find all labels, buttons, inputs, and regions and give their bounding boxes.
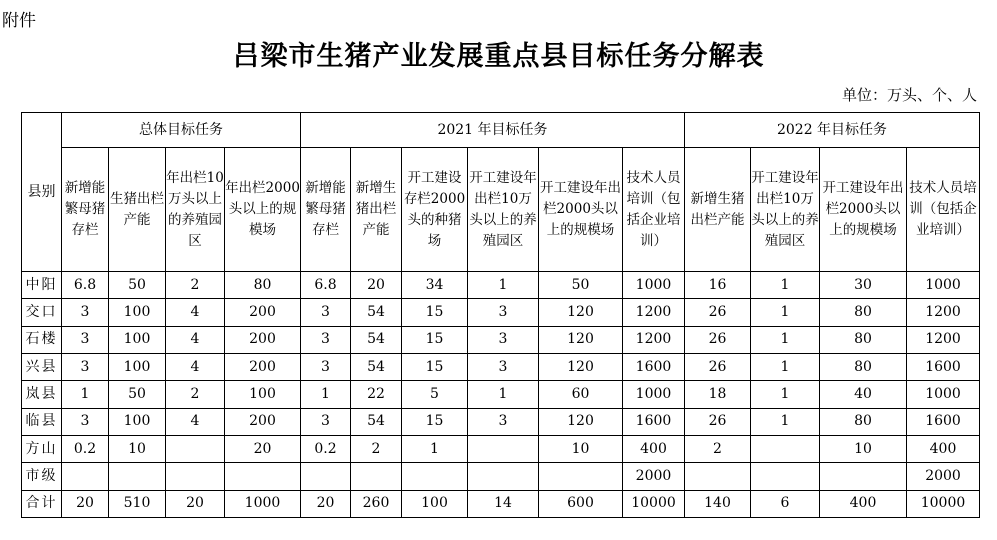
value-cell — [468, 463, 539, 490]
value-cell: 15 — [402, 408, 468, 435]
value-cell: 3 — [301, 299, 351, 326]
value-cell: 54 — [351, 408, 402, 435]
value-cell: 10 — [539, 435, 623, 462]
column-header: 技术人员培训（包括企业培训） — [623, 148, 685, 272]
value-cell: 200 — [225, 408, 301, 435]
value-cell: 1600 — [623, 408, 685, 435]
value-cell: 14 — [468, 490, 539, 517]
value-cell: 1 — [751, 408, 820, 435]
value-cell: 100 — [109, 353, 166, 380]
value-cell: 10000 — [623, 490, 685, 517]
value-cell: 80 — [820, 299, 907, 326]
column-header-row — [22, 148, 980, 272]
value-cell: 1 — [468, 272, 539, 299]
value-cell — [539, 463, 623, 490]
value-cell: 80 — [820, 408, 907, 435]
value-cell: 1200 — [623, 299, 685, 326]
value-cell: 1600 — [623, 353, 685, 380]
value-cell: 3 — [468, 353, 539, 380]
value-cell: 2 — [685, 435, 751, 462]
value-cell: 26 — [685, 408, 751, 435]
table-row — [22, 299, 980, 326]
value-cell: 1000 — [623, 381, 685, 408]
column-header: 生猪出栏产能 — [109, 148, 166, 272]
value-cell: 54 — [351, 326, 402, 353]
value-cell: 4 — [166, 353, 225, 380]
column-header: 新增能繁母猪存栏 — [301, 148, 351, 272]
value-cell: 34 — [402, 272, 468, 299]
value-cell — [751, 463, 820, 490]
table-row — [22, 353, 980, 380]
value-cell: 20 — [62, 490, 109, 517]
value-cell: 600 — [539, 490, 623, 517]
value-cell — [109, 463, 166, 490]
value-cell — [351, 463, 402, 490]
value-cell: 120 — [539, 326, 623, 353]
value-cell: 2 — [166, 381, 225, 408]
value-cell: 5 — [402, 381, 468, 408]
table-row — [22, 408, 980, 435]
value-cell: 3 — [62, 299, 109, 326]
group-header-2021: 2021 年目标任务 — [301, 113, 685, 148]
value-cell: 100 — [402, 490, 468, 517]
value-cell: 3 — [468, 299, 539, 326]
value-cell: 1 — [402, 435, 468, 462]
value-cell: 20 — [351, 272, 402, 299]
table-row — [22, 435, 980, 462]
value-cell: 60 — [539, 381, 623, 408]
value-cell: 54 — [351, 299, 402, 326]
value-cell: 100 — [109, 326, 166, 353]
value-cell: 260 — [351, 490, 402, 517]
value-cell: 1000 — [907, 381, 980, 408]
column-header: 开工建设年出栏2000头以上的规模场 — [539, 148, 623, 272]
value-cell: 1 — [751, 353, 820, 380]
value-cell: 3 — [301, 408, 351, 435]
value-cell — [301, 463, 351, 490]
value-cell: 40 — [820, 381, 907, 408]
value-cell — [751, 435, 820, 462]
county-cell: 交口 — [22, 299, 62, 326]
value-cell: 15 — [402, 299, 468, 326]
value-cell: 16 — [685, 272, 751, 299]
value-cell: 140 — [685, 490, 751, 517]
value-cell: 400 — [907, 435, 980, 462]
value-cell: 1 — [751, 381, 820, 408]
value-cell: 1 — [468, 381, 539, 408]
value-cell: 1 — [301, 381, 351, 408]
value-cell: 3 — [301, 326, 351, 353]
value-cell: 1200 — [907, 326, 980, 353]
value-cell: 2 — [351, 435, 402, 462]
value-cell: 22 — [351, 381, 402, 408]
county-cell: 岚县 — [22, 381, 62, 408]
value-cell: 100 — [109, 408, 166, 435]
value-cell: 2000 — [907, 463, 980, 490]
value-cell: 30 — [820, 272, 907, 299]
value-cell: 200 — [225, 326, 301, 353]
value-cell: 3 — [468, 326, 539, 353]
value-cell: 0.2 — [62, 435, 109, 462]
value-cell: 26 — [685, 299, 751, 326]
county-cell: 合计 — [22, 490, 62, 517]
table-row — [22, 463, 980, 490]
column-header: 开工建设存栏2000头的种猪场 — [402, 148, 468, 272]
value-cell: 2 — [166, 272, 225, 299]
value-cell: 1600 — [907, 408, 980, 435]
value-cell: 50 — [109, 272, 166, 299]
value-cell: 26 — [685, 353, 751, 380]
value-cell: 1000 — [623, 272, 685, 299]
value-cell: 50 — [539, 272, 623, 299]
value-cell — [225, 463, 301, 490]
value-cell: 0.2 — [301, 435, 351, 462]
value-cell: 3 — [468, 408, 539, 435]
value-cell: 120 — [539, 408, 623, 435]
group-header-overall: 总体目标任务 — [62, 113, 301, 148]
value-cell — [402, 463, 468, 490]
table-row — [22, 272, 980, 299]
value-cell: 80 — [225, 272, 301, 299]
value-cell: 100 — [225, 381, 301, 408]
value-cell: 1 — [751, 299, 820, 326]
value-cell: 200 — [225, 353, 301, 380]
table-body — [22, 272, 980, 518]
attachment-label: 附件 — [2, 11, 36, 31]
value-cell: 10000 — [907, 490, 980, 517]
value-cell: 15 — [402, 353, 468, 380]
value-cell — [62, 463, 109, 490]
value-cell: 400 — [623, 435, 685, 462]
county-header: 县别 — [22, 113, 62, 272]
column-header: 开工建设年出栏10万头以上的养殖园区 — [751, 148, 820, 272]
column-header: 新增生猪出栏产能 — [685, 148, 751, 272]
column-header: 开工建设年出栏10万头以上的养殖园区 — [468, 148, 539, 272]
value-cell: 20 — [301, 490, 351, 517]
value-cell: 54 — [351, 353, 402, 380]
value-cell: 400 — [820, 490, 907, 517]
value-cell — [468, 435, 539, 462]
county-cell: 临县 — [22, 408, 62, 435]
value-cell: 120 — [539, 299, 623, 326]
value-cell: 2000 — [623, 463, 685, 490]
value-cell: 120 — [539, 353, 623, 380]
value-cell: 10 — [109, 435, 166, 462]
value-cell: 6 — [751, 490, 820, 517]
value-cell: 4 — [166, 326, 225, 353]
table-row — [22, 326, 980, 353]
county-cell: 方山 — [22, 435, 62, 462]
column-header: 年出栏2000头以上的规模场 — [225, 148, 301, 272]
value-cell — [166, 463, 225, 490]
value-cell: 100 — [109, 299, 166, 326]
table-row — [22, 381, 980, 408]
target-task-table — [21, 112, 980, 518]
column-header: 开工建设年出栏2000头以上的规模场 — [820, 148, 907, 272]
value-cell: 20 — [166, 490, 225, 517]
value-cell — [820, 463, 907, 490]
column-header: 新增生猪出栏产能 — [351, 148, 402, 272]
value-cell: 1 — [751, 272, 820, 299]
value-cell: 3 — [301, 353, 351, 380]
county-cell: 石楼 — [22, 326, 62, 353]
county-cell: 兴县 — [22, 353, 62, 380]
value-cell: 3 — [62, 326, 109, 353]
value-cell: 10 — [820, 435, 907, 462]
value-cell: 510 — [109, 490, 166, 517]
value-cell: 1600 — [907, 353, 980, 380]
value-cell: 6.8 — [62, 272, 109, 299]
value-cell: 80 — [820, 326, 907, 353]
value-cell: 1200 — [907, 299, 980, 326]
table-row — [22, 490, 980, 517]
value-cell: 50 — [109, 381, 166, 408]
county-cell: 市级 — [22, 463, 62, 490]
group-header-2022: 2022 年目标任务 — [685, 113, 980, 148]
value-cell: 4 — [166, 408, 225, 435]
column-header: 技术人员培训（包括企业培训） — [907, 148, 980, 272]
value-cell: 1000 — [907, 272, 980, 299]
value-cell: 3 — [62, 408, 109, 435]
value-cell: 1200 — [623, 326, 685, 353]
value-cell: 4 — [166, 299, 225, 326]
value-cell: 15 — [402, 326, 468, 353]
value-cell: 200 — [225, 299, 301, 326]
value-cell: 6.8 — [301, 272, 351, 299]
value-cell — [685, 463, 751, 490]
value-cell — [166, 435, 225, 462]
column-header: 年出栏10万头以上的养殖园区 — [166, 148, 225, 272]
value-cell: 26 — [685, 326, 751, 353]
county-cell: 中阳 — [22, 272, 62, 299]
value-cell: 1 — [62, 381, 109, 408]
column-header: 新增能繁母猪存栏 — [62, 148, 109, 272]
value-cell: 20 — [225, 435, 301, 462]
document-title: 吕梁市生猪产业发展重点县目标任务分解表 — [232, 41, 765, 72]
value-cell: 80 — [820, 353, 907, 380]
value-cell: 3 — [62, 353, 109, 380]
unit-note: 单位：万头、个、人 — [841, 86, 977, 104]
value-cell: 1 — [751, 326, 820, 353]
value-cell: 1000 — [225, 490, 301, 517]
value-cell: 18 — [685, 381, 751, 408]
